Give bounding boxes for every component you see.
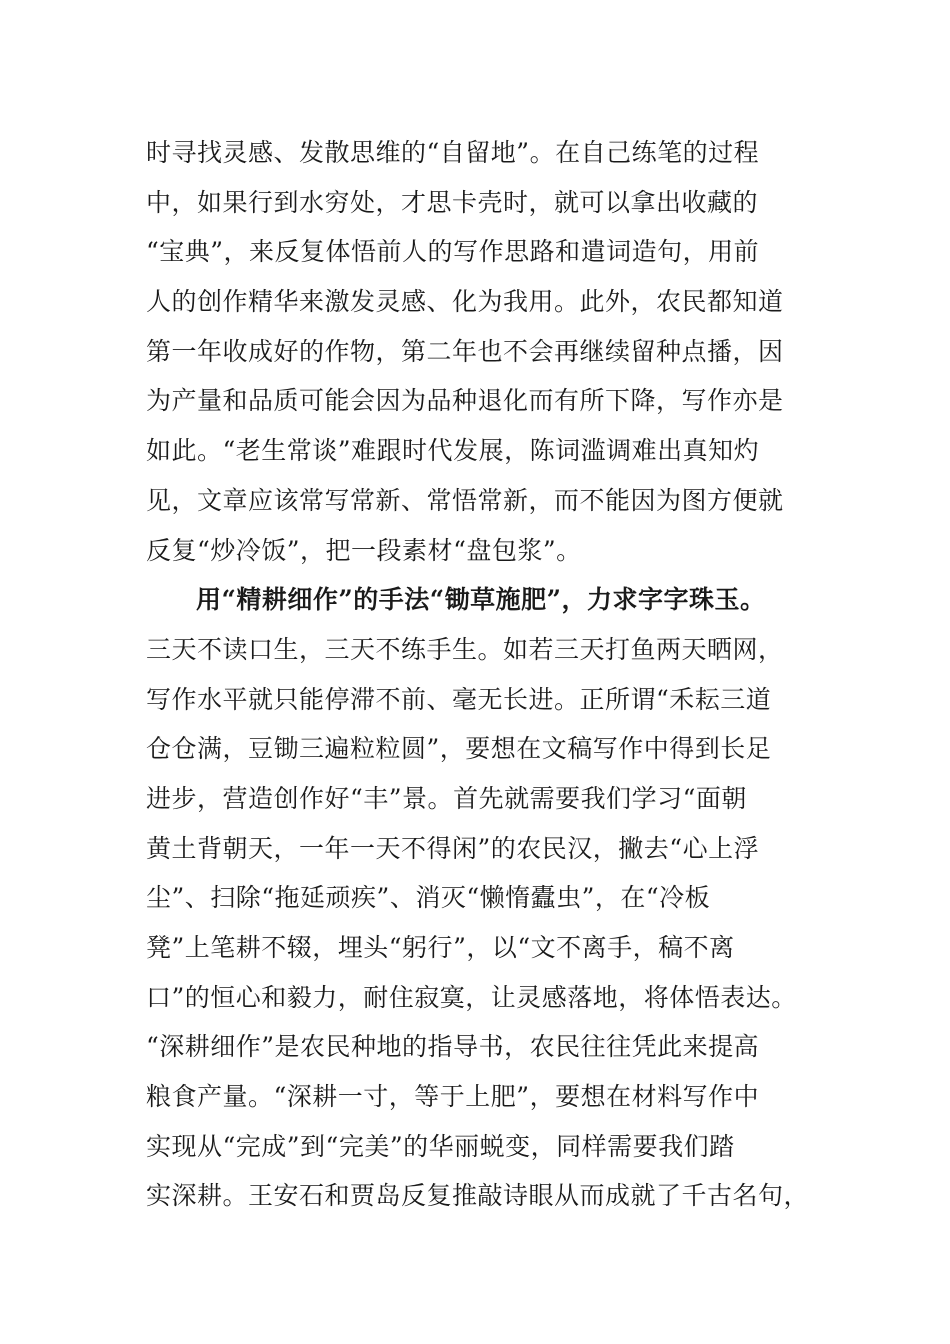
- text-line: 进步，营造创作好“丰”景。首先就需要我们学习“面朝: [146, 783, 747, 813]
- text-line: 粮食产量。“深耕一寸，等于上肥”，要想在材料写作中: [146, 1082, 760, 1112]
- body-text: [146, 128, 810, 1221]
- text-line: 三天不读口生，三天不练手生。如若三天打鱼两天晒网，: [146, 634, 784, 664]
- text-line: 尘”、扫除“拖延顽疾”、消灭“懒惰蠹虫”，在“冷板: [146, 883, 711, 913]
- text-line: 实现从“完成”到“完美”的华丽蜕变，同样需要我们踏: [146, 1131, 735, 1161]
- text-line: 凳”上笔耕不辍，埋头“躬行”，以“文不离手，稿不离: [146, 933, 735, 962]
- text-line: 见，文章应该常写常新、常悟常新，而不能因为图方便就: [146, 485, 784, 515]
- text-line: 仓仓满，豆锄三遍粒粒圆”，要想在文稿写作中得到长足: [146, 734, 772, 764]
- section-heading: 用“精耕细作”的手法“锄草施肥”，力求字字珠玉。: [196, 585, 766, 615]
- text-line: “宝典”，来反复体悟前人的写作思路和遣词造句，用前: [146, 237, 760, 267]
- text-line: 为产量和品质可能会因为品种退化而有所下降，写作亦是: [146, 386, 784, 416]
- text-line: 中，如果行到水穷处，才思卡壳时，就可以拿出收藏的: [146, 187, 759, 217]
- text-line: 反复“炒冷饭”，把一段素材“盘包浆”。: [146, 535, 582, 565]
- text-line: 时寻找灵感、发散思维的“自留地”。在自己练笔的过程: [146, 138, 760, 167]
- text-line: 口”的恒心和毅力，耐住寂寞，让灵感落地，将体悟表达。: [146, 982, 797, 1012]
- text-line: 第一年收成好的作物，第二年也不会再继续留种点播，因: [146, 336, 784, 366]
- text-line: 人的创作精华来激发灵感、化为我用。此外，农民都知道: [146, 287, 784, 317]
- text-line: 写作水平就只能停滞不前、毫无长进。正所谓“禾耘三道: [146, 684, 772, 714]
- text-line: 如此。“老生常谈”难跟时代发展，陈词滥调难出真知灼: [146, 436, 760, 466]
- text-line: “深耕细作”是农民种地的指导书，农民往往凭此来提高: [146, 1032, 760, 1062]
- text-line: 黄土背朝天，一年一天不得闲”的农民汉，撇去“心上浮: [146, 833, 760, 863]
- text-line: 实深耕。王安石和贾岛反复推敲诗眼从而成就了千古名句，: [146, 1181, 810, 1211]
